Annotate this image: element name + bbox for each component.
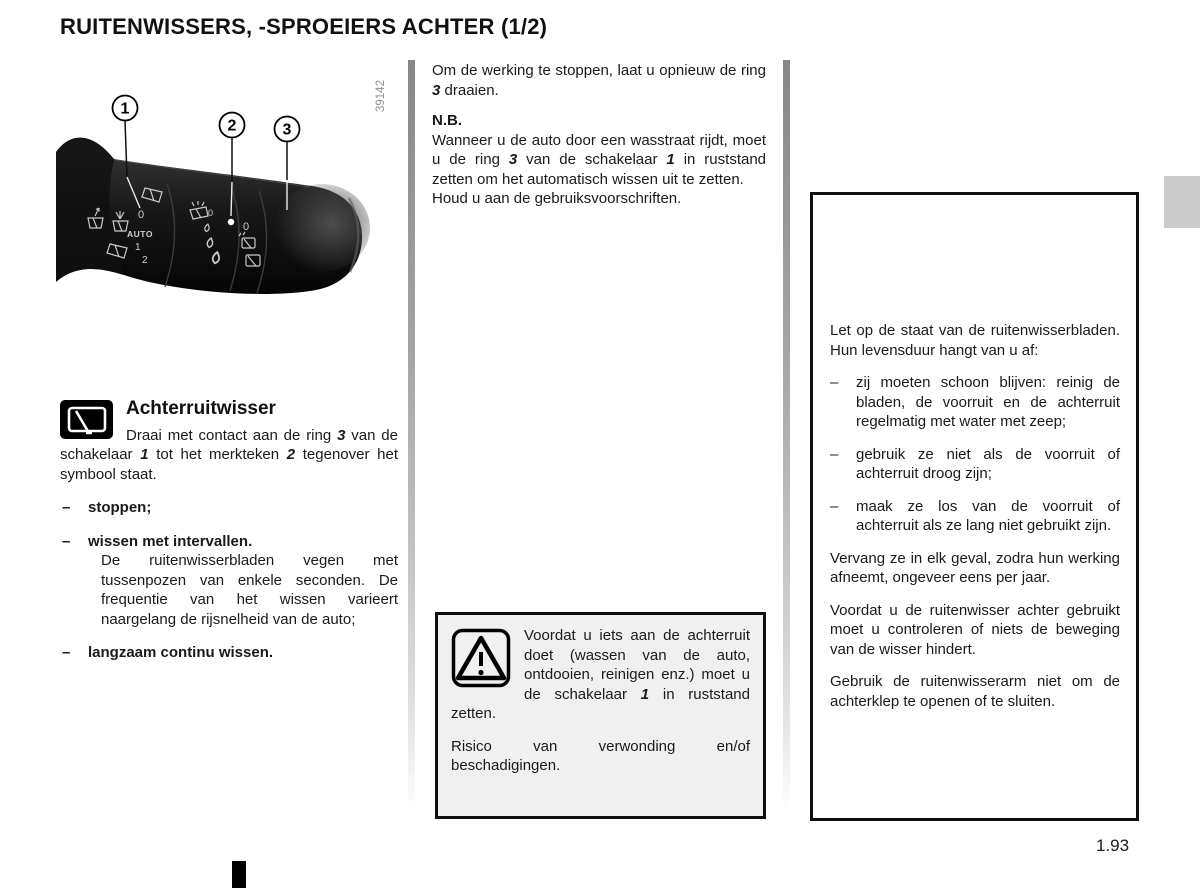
intro-paragraph: Draai met contact aan de ring 3 van de schakelaar 1 tot het merkteken 2 tegenover het symbool staat.: [60, 426, 398, 483]
advice-replace: Vervang ze in elk geval, zodra hun werking afneemt, ongeveer eens per jaar.: [830, 549, 1120, 586]
bullet-dash: –: [62, 644, 71, 661]
bullet-dash: –: [830, 445, 839, 463]
svg-text:2: 2: [227, 117, 237, 135]
nb-label: N.B.: [432, 112, 462, 129]
advice-tailgate: Gebruik de ruitenwisserarm niet om de achterklep te openen of te sluiten.: [830, 673, 1120, 710]
wiper-stalk-illustration: [50, 60, 395, 310]
figure-wiper-stalk: [50, 60, 395, 312]
speed-2-label: 2: [142, 255, 148, 266]
bullet-dash: –: [62, 532, 71, 550]
advice-check-movement: Voordat u de ruitenwisser achter gebruikt moet u controleren of niets de beweging van de wisser hindert.: [830, 601, 1120, 658]
left-column: [60, 398, 398, 663]
warning-paragraph: Voordat u iets aan de achterruit doet (wassen van de auto, ontdooien, reinigen enz.) moet u de schakelaar 1 in ruststand zetten.: [451, 627, 750, 722]
svg-text:3: 3: [282, 121, 292, 139]
callout-3: [275, 117, 300, 142]
page-title: RUITENWISSERS, -SPROEIERS ACHTER (1/2): [60, 14, 548, 39]
advice-box: [810, 192, 1139, 821]
svg-text:1: 1: [120, 100, 130, 118]
column-divider: [408, 60, 415, 812]
callout-2: [220, 113, 245, 138]
section-heading: Achterruitwisser: [126, 398, 276, 419]
callout-1: [113, 96, 138, 121]
list-item: – stoppen;: [62, 499, 152, 516]
rear-off-label: 0: [243, 221, 250, 233]
paragraph-carwash: Wanneer u de auto door een wasstraat rijdt, moet u de ring 3 van de schakelaar 1 in ruststand zetten om het automatisch wissen uit te zetten.: [432, 131, 767, 188]
page-number: 1.93: [1096, 836, 1130, 855]
print-registration-mark: [232, 861, 246, 888]
bullet-dash: –: [830, 497, 839, 515]
paragraph-stop-function: Om de werking te stoppen, laat u opnieuw de ring 3 draaien.: [432, 62, 766, 99]
chapter-tab: [1164, 176, 1200, 228]
position-mark-dot: [228, 219, 234, 225]
list-item: – maak ze los van de voorruit of achterruit als ze lang niet gebruikt zijn.: [830, 497, 1120, 534]
warning-box: [435, 612, 766, 819]
paragraph-instructions: Houd u aan de gebruiksvoorschriften.: [432, 190, 682, 207]
warning-risk-paragraph: Risico van verwonding en/of beschadigingen.: [451, 737, 750, 774]
list-item: – langzaam continu wissen.: [62, 644, 274, 661]
warning-triangle-icon: [451, 628, 511, 688]
list-item: – wissen met intervallen. De ruitenwisserbladen vegen met tussenpozen van enkele seconden. De frequentie van het wissen varieert naargelang de rijsnelheid van de auto;: [62, 532, 398, 628]
column-divider: [783, 60, 790, 812]
speed-1-label: 1: [135, 242, 141, 253]
bullet-dash: –: [62, 499, 71, 516]
bullet-dash: –: [830, 374, 839, 391]
washer-off-label: 0: [208, 208, 214, 218]
image-reference-number: 39142: [375, 80, 387, 112]
middle-column: [432, 61, 766, 209]
advice-intro: Let op de staat van de ruitenwisserbladen. Hun levensduur hangt van u af:: [830, 322, 1120, 359]
list-item: – gebruik ze niet als de voorruit of achterruit droog zijn;: [830, 445, 1120, 482]
auto-label: AUTO: [127, 229, 153, 239]
front-off-label: 0: [138, 209, 145, 221]
rear-window-wiper-icon: [60, 400, 113, 439]
list-item: – zij moeten schoon blijven: reinig de bladen, de voorruit en de achterruit regelmatig met water met zeep;: [830, 374, 1120, 430]
